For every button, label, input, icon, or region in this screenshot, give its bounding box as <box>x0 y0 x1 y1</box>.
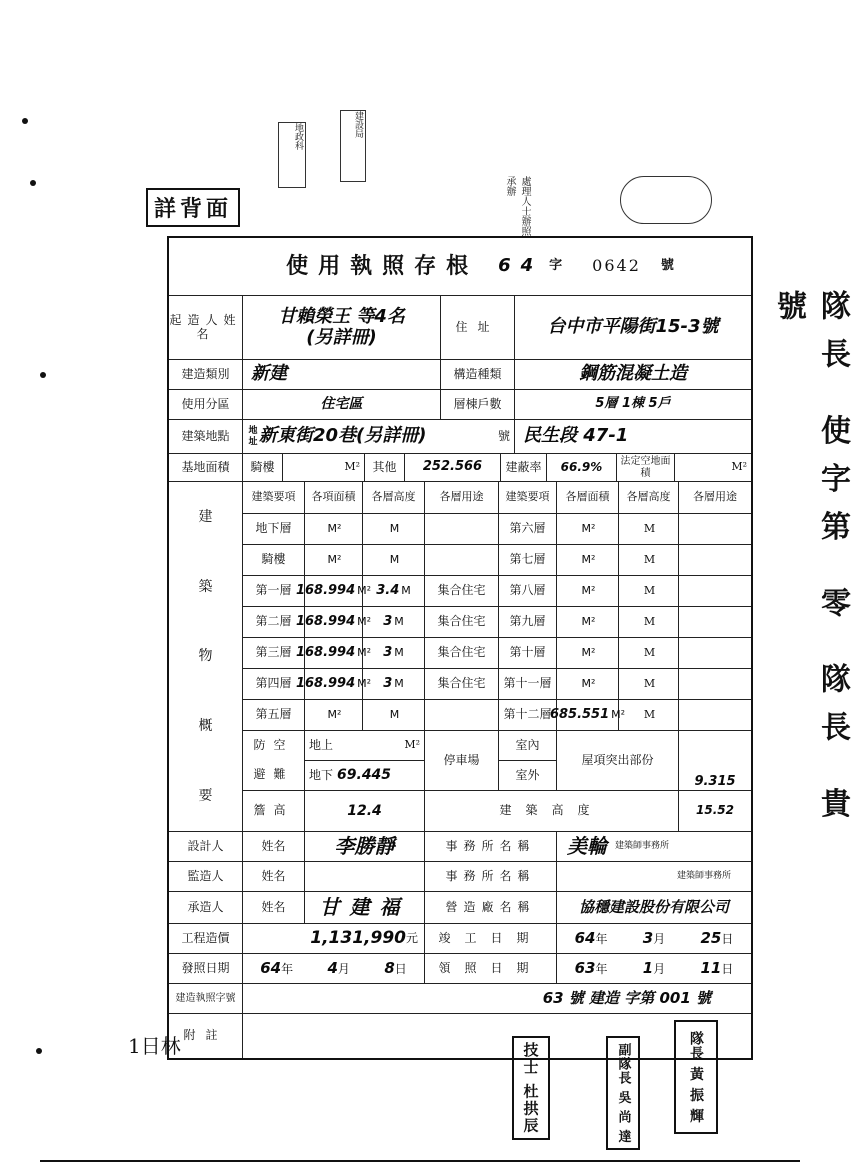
floor-area <box>557 576 619 607</box>
permit-label: 建造執照字號 <box>169 984 243 1014</box>
floor-area <box>557 669 619 700</box>
contractor-name: 甘建福 <box>305 892 425 924</box>
unit: M² <box>581 552 596 566</box>
floor-area <box>305 545 363 576</box>
building-type-label: 建造類別 <box>169 360 243 390</box>
margin-dot <box>40 372 46 378</box>
floor-height <box>619 514 679 545</box>
date-part: 4 <box>327 958 338 977</box>
unit: M² <box>404 738 420 752</box>
floor-height <box>619 576 679 607</box>
floor-height <box>363 607 425 638</box>
floor-area <box>295 607 372 638</box>
floor-area <box>557 514 619 545</box>
floor-use <box>679 607 751 638</box>
floor-use-text: 集合住宅 <box>437 645 486 660</box>
col-header: 建築要項 <box>499 482 557 514</box>
left-note: 1日林 <box>128 1034 181 1058</box>
floors-label: 層棟戶數 <box>441 390 515 420</box>
other-value: 252.566 <box>405 454 501 482</box>
form-title-row <box>169 238 751 296</box>
coverage-value: 66.9% <box>547 454 617 482</box>
margin-dot <box>22 118 28 124</box>
name-label: 姓名 <box>243 832 305 862</box>
building-side-label <box>169 482 243 832</box>
detail-back-stamp: 詳背面 <box>146 188 240 227</box>
builder-label: 起造人姓名 <box>169 296 243 360</box>
floor-area <box>557 545 619 576</box>
date-unit: 月 <box>653 931 666 946</box>
floor-name <box>243 700 305 731</box>
unit: M² <box>357 676 372 690</box>
below-ground-label: 地下 <box>309 767 334 782</box>
floor-area <box>557 607 619 638</box>
unit: M <box>394 645 404 659</box>
office-label: 事務所名稱 <box>425 862 557 892</box>
col-header: 各層高度 <box>363 482 425 514</box>
oval-stamp <box>620 176 712 224</box>
contractor-label: 承造人 <box>169 892 243 924</box>
shelter-label <box>243 731 305 791</box>
unit: M² <box>357 614 372 628</box>
floor-name-text: 第八層 <box>509 583 546 598</box>
floor-name-text: 第五層 <box>255 707 292 722</box>
remark-label: 附註 <box>169 1014 243 1058</box>
col-header: 各層用途 <box>679 482 751 514</box>
unit: M <box>394 614 404 628</box>
technician-stamp: 技士 杜拱辰 <box>512 1036 550 1140</box>
unit: M² <box>581 583 596 597</box>
unit: M <box>643 614 656 628</box>
floor-height <box>619 669 679 700</box>
floor-use-text: 集合住宅 <box>437 614 486 629</box>
floor-area <box>305 514 363 545</box>
floor-use <box>425 669 499 700</box>
builder-value <box>243 296 441 360</box>
floor-name-text: 第十二層 <box>503 707 552 722</box>
site-value <box>243 420 473 454</box>
floor-name-text: 騎樓 <box>261 552 286 567</box>
unit: M <box>389 552 400 566</box>
floor-area-text: 168.994 <box>295 675 356 691</box>
side-char: 築 <box>198 578 213 595</box>
use-zone-label: 使用分區 <box>169 390 243 420</box>
date-unit: 日 <box>721 931 734 946</box>
date-unit: 日 <box>394 961 407 976</box>
floor-height-text: 3 <box>383 613 393 629</box>
company-label: 營造廠名稱 <box>425 892 557 924</box>
word-char: 字 <box>549 258 563 274</box>
side-char: 建 <box>198 508 213 525</box>
cost-value <box>243 924 425 954</box>
col-header: 各層高度 <box>619 482 679 514</box>
floor-name-text: 第二層 <box>255 614 292 629</box>
floor-height-text: 3.4 <box>376 582 400 598</box>
completion-label: 竣工日期 <box>425 924 557 954</box>
supervisor-name <box>305 862 425 892</box>
floor-height <box>363 514 425 545</box>
use-zone-value: 住宅區 <box>243 390 441 420</box>
floor-name <box>243 545 305 576</box>
office-label: 事務所名稱 <box>425 832 557 862</box>
structure-value: 鋼筋混凝土造 <box>515 360 751 390</box>
open-space-label: 法定空地面積 <box>617 454 675 482</box>
permit-number: 0642 <box>592 256 641 276</box>
floor-use <box>425 514 499 545</box>
unit: M² <box>611 707 626 721</box>
floor-name-text: 第三層 <box>255 645 292 660</box>
outdoor-label: 室外 <box>499 761 557 791</box>
floor-name <box>499 514 557 545</box>
unit: M <box>643 645 656 659</box>
receive-label: 領照日期 <box>425 954 557 984</box>
col-header: 建築要項 <box>243 482 305 514</box>
floor-name-text: 第九層 <box>509 614 546 629</box>
number-suffix: 號 <box>660 258 674 274</box>
floors-value: 5層 1棟 5戶 <box>515 390 751 420</box>
floor-area <box>295 669 372 700</box>
permit-value: 63 號 建造 字第 001 號 <box>243 984 751 1014</box>
unit: M² <box>327 521 342 535</box>
supervisor-label: 監造人 <box>169 862 243 892</box>
address-value: 台中市平陽街15-3號 <box>515 296 751 360</box>
col-header: 各層面積 <box>557 482 619 514</box>
permit-year: 64 <box>498 255 544 277</box>
date-part: 64 <box>574 928 596 947</box>
roof-value: 9.315 <box>679 731 751 791</box>
floor-height <box>619 700 679 731</box>
margin-dot <box>30 180 36 186</box>
site-label: 建築地點 <box>169 420 243 454</box>
floor-name-text: 第一層 <box>255 583 292 598</box>
floor-area <box>305 700 363 731</box>
floor-height <box>363 638 425 669</box>
designer-label: 設計人 <box>169 832 243 862</box>
shelter-label-1: 防空 <box>253 737 294 752</box>
unit: M <box>394 676 404 690</box>
floor-area-text: 168.994 <box>295 613 356 629</box>
date-unit: 年 <box>595 931 608 946</box>
above-ground-row <box>305 731 425 761</box>
coverage-label: 建蔽率 <box>501 454 547 482</box>
date-part: 3 <box>642 928 654 947</box>
completion-date <box>557 924 751 954</box>
floor-height-text: 3 <box>383 675 393 691</box>
designer-office <box>557 832 751 862</box>
small-stamp-left: 地政科 <box>278 122 306 188</box>
open-space-unit: M² <box>675 454 751 482</box>
top-right-note: 處理人士辦照承辦 <box>504 176 530 236</box>
floor-use-text: 集合住宅 <box>437 583 486 598</box>
supervisor-office: 建築師事務所 <box>557 862 751 892</box>
structure-label: 構造種類 <box>441 360 515 390</box>
floor-name <box>499 669 557 700</box>
date-unit: 日 <box>721 961 734 976</box>
cost-amount: 1,131,990 <box>310 927 406 948</box>
floor-height <box>363 669 425 700</box>
margin-dot <box>36 1048 42 1054</box>
form-title: 使用執照存根 <box>286 252 479 279</box>
floor-name-text: 第六層 <box>509 521 546 536</box>
unit: M² <box>357 583 372 597</box>
floor-name-text: 第四層 <box>255 676 292 691</box>
arcade-label: 騎樓 <box>243 454 283 482</box>
floor-use <box>679 669 751 700</box>
date-part: 25 <box>700 928 722 947</box>
floor-use <box>679 700 751 731</box>
height-value: 15.52 <box>679 791 751 832</box>
parking-label: 停車場 <box>425 731 499 791</box>
unit: M <box>401 583 411 597</box>
floor-use <box>679 576 751 607</box>
date-part: 64 <box>260 958 282 977</box>
designer-office-stamp: 建築師事務所 <box>615 841 670 852</box>
unit: M² <box>581 676 596 690</box>
permit-form <box>167 236 753 1060</box>
col-header: 各項面積 <box>305 482 363 514</box>
issue-label: 發照日期 <box>169 954 243 984</box>
small-stamp-mid: 建設局 <box>340 110 366 182</box>
unit: M² <box>581 614 596 628</box>
contractor-company: 協穩建設股份有限公司 <box>557 892 751 924</box>
unit: M <box>643 521 656 535</box>
floor-area-text: 168.994 <box>295 582 356 598</box>
unit: M² <box>581 521 596 535</box>
floor-area-text: 168.994 <box>295 644 356 660</box>
unit: M <box>389 521 400 535</box>
shelter-label-2: 避難 <box>253 767 294 782</box>
floor-use <box>425 638 499 669</box>
floor-use <box>425 576 499 607</box>
floor-height <box>363 700 425 731</box>
cost-unit: 元 <box>405 930 418 945</box>
floor-height <box>363 545 425 576</box>
side-char: 要 <box>198 788 213 805</box>
floor-use <box>425 607 499 638</box>
deputy-stamp: 副隊長 吳 尚 達 <box>606 1036 640 1150</box>
floor-height <box>619 638 679 669</box>
date-unit: 月 <box>653 961 666 976</box>
side-char: 概 <box>198 718 213 735</box>
builder-note: (另詳冊) <box>306 326 377 348</box>
floor-name-text: 第十一層 <box>503 676 552 691</box>
lot-label: 號 <box>473 420 515 454</box>
floor-use <box>679 545 751 576</box>
floor-height <box>619 545 679 576</box>
unit: M² <box>327 552 342 566</box>
site-prefix: 地址 <box>248 426 258 447</box>
eave-label: 簷高 <box>243 791 305 832</box>
receive-date <box>557 954 751 984</box>
floor-use <box>425 545 499 576</box>
address-label: 住址 <box>441 296 515 360</box>
name-label: 姓名 <box>243 892 305 924</box>
site-address: 新東街20巷(另詳冊) <box>259 425 427 447</box>
floor-area <box>295 576 372 607</box>
date-part: 1 <box>642 958 654 977</box>
designer-name: 李勝靜 <box>305 832 425 862</box>
arcade-unit: M² <box>283 454 365 482</box>
floor-use <box>679 638 751 669</box>
floor-name-text: 第十層 <box>509 645 546 660</box>
cost-label: 工程造價 <box>169 924 243 954</box>
floor-use-text: 集合住宅 <box>437 676 486 691</box>
building-type-value: 新建 <box>243 360 441 390</box>
indoor-label: 室內 <box>499 731 557 761</box>
right-vertical-text: 隊長 使字第 零 隊長 貴 號 <box>771 290 850 836</box>
floor-name-text: 地下層 <box>255 521 292 536</box>
below-ground-row <box>305 761 425 791</box>
floor-height-text: 3 <box>383 644 393 660</box>
base-area-label: 基地面積 <box>169 454 243 482</box>
floor-name-text: 第七層 <box>509 552 546 567</box>
unit: M <box>643 676 656 690</box>
date-unit: 年 <box>595 961 608 976</box>
bottom-rule <box>40 1160 800 1162</box>
unit: M² <box>357 645 372 659</box>
unit: M <box>643 583 656 597</box>
date-unit: 月 <box>337 961 350 976</box>
floor-name <box>499 576 557 607</box>
designer-office-name: 美輪 <box>567 834 607 858</box>
col-header: 各層用途 <box>425 482 499 514</box>
unit: M <box>643 707 656 721</box>
date-unit: 年 <box>281 961 294 976</box>
floor-area <box>549 700 626 731</box>
roof-label: 屋項突出部份 <box>557 731 679 791</box>
floor-name <box>499 700 557 731</box>
unit: M <box>389 707 400 721</box>
name-label: 姓名 <box>243 862 305 892</box>
below-ground-value: 69.445 <box>337 767 392 784</box>
date-part: 63 <box>574 958 596 977</box>
unit: M² <box>327 707 342 721</box>
unit: M <box>643 552 656 566</box>
lot-value: 民生段 47-1 <box>515 420 751 454</box>
builder-name: 甘賴榮王 等4名 <box>278 305 405 327</box>
floor-use <box>679 514 751 545</box>
captain-stamp: 隊長 黃 振 輝 <box>674 1020 718 1134</box>
above-ground-label: 地上 <box>309 737 334 752</box>
date-part: 8 <box>384 958 395 977</box>
floor-name <box>499 607 557 638</box>
floor-name <box>499 545 557 576</box>
floor-area <box>557 638 619 669</box>
floor-area-text: 685.551 <box>549 706 610 722</box>
eave-value: 12.4 <box>305 791 425 832</box>
floor-height <box>363 576 425 607</box>
floor-area <box>295 638 372 669</box>
unit: M² <box>581 645 596 659</box>
other-label: 其他 <box>365 454 405 482</box>
issue-date <box>243 954 425 984</box>
floor-name <box>499 638 557 669</box>
date-part: 11 <box>700 958 722 977</box>
floor-height <box>619 607 679 638</box>
floor-use <box>425 700 499 731</box>
side-char: 物 <box>198 648 213 665</box>
floor-name <box>243 514 305 545</box>
height-label: 建築高度 <box>425 791 679 832</box>
